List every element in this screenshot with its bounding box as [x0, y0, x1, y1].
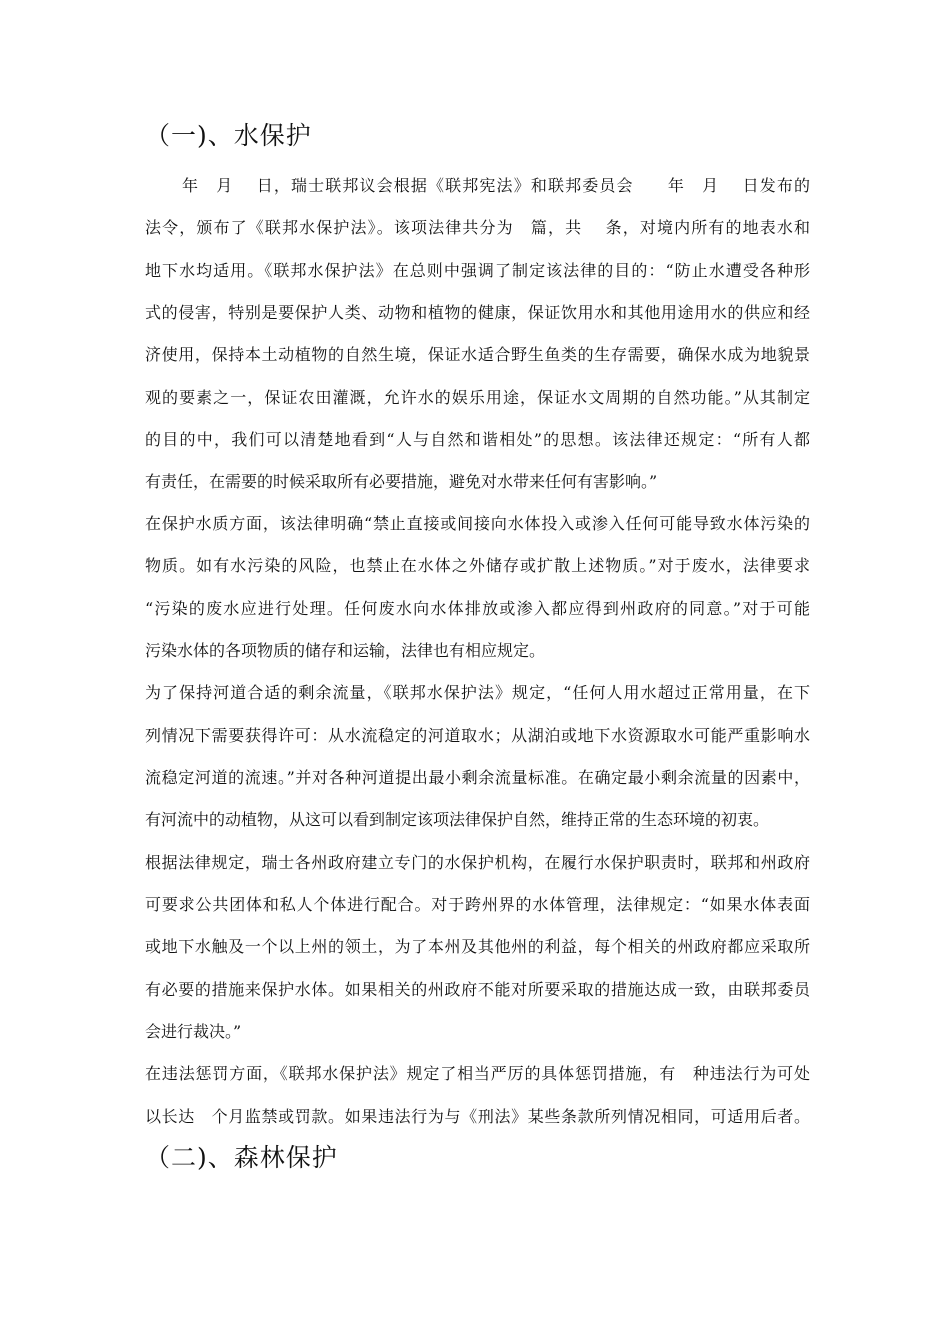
- text-line: 根据法律规定，瑞士各州政府建立专门的水保护机构，在履行水保护职责时，联邦和州政府: [145, 853, 810, 872]
- text-line: 流稳定河道的流速。”并对各种河道提出最小剩余流量标准。在确定最小剩余流量的因素中，: [145, 768, 810, 787]
- text-line: 以长达 个月监禁或罚款。如果违法行为与《刑法》某些条款所列情况相同，可适用后者。: [145, 1107, 810, 1126]
- text-line: 式的侵害，特别是要保护人类、动物和植物的健康，保证饮用水和其他用途用水的供应和经: [145, 303, 810, 322]
- text-line: 在违法惩罚方面，《联邦水保护法》规定了相当严厉的具体惩罚措施，有 种违法行为可处: [145, 1064, 810, 1083]
- text-line: 的目的中，我们可以清楚地看到“人与自然和谐相处”的思想。该法律还规定：“所有人都: [145, 430, 810, 449]
- text-line: 为了保持河道合适的剩余流量，《联邦水保护法》规定，“任何人用水超过正常用量，在下: [145, 683, 810, 702]
- text-line: 年 月 日，瑞士联邦议会根据《联邦宪法》和联邦委员会 年 月 日发布的: [182, 176, 810, 195]
- text-line: 在保护水质方面，该法律明确“禁止直接或间接向水体投入或渗入任何可能导致水体污染的: [145, 514, 810, 533]
- text-line: 或地下水触及一个以上州的领土，为了本州及其他州的利益，每个相关的州政府都应采取所: [145, 937, 810, 956]
- text-line: “污染的废水应进行处理。任何废水向水体排放或渗入都应得到州政府的同意。”对于可能: [145, 599, 810, 618]
- text-line: 可要求公共团体和私人个体进行配合。对于跨州界的水体管理，法律规定：“如果水体表面: [145, 895, 810, 914]
- text-line: 观的要素之一，保证农田灌溉，允许水的娱乐用途，保证水文周期的自然功能。”从其制定: [145, 388, 810, 407]
- text-line: 有必要的措施来保护水体。如果相关的州政府不能对所要采取的措施达成一致，由联邦委员: [145, 980, 810, 999]
- text-line: 地下水均适用。《联邦水保护法》在总则中强调了制定该法律的目的：“防止水遭受各种形: [145, 261, 810, 280]
- text-line: 会进行裁决。”: [145, 1022, 242, 1041]
- text-line: 污染水体的各项物质的储存和运输，法律也有相应规定。: [145, 641, 546, 660]
- section-heading-forest-protection: （二)、森林保护: [145, 1143, 338, 1172]
- text-line: 有河流中的动植物，从这可以看到制定该项法律保护自然，维持正常的生态环境的初衷。: [145, 810, 770, 829]
- text-line: 物质。如有水污染的风险，也禁止在水体之外储存或扩散上述物质。”对于废水，法律要求: [145, 556, 810, 575]
- section-heading-water-protection: （一)、水保护: [145, 121, 312, 150]
- text-line: 列情况下需要获得许可：从水流稳定的河道取水；从湖泊或地下水资源取水可能严重影响水: [145, 726, 810, 745]
- text-line: 有责任，在需要的时候采取所有必要措施，避免对水带来任何有害影响。”: [145, 472, 658, 491]
- text-line: 济使用，保持本土动植物的自然生境，保证水适合野生鱼类的生存需要，确保水成为地貌景: [145, 345, 810, 364]
- text-line: 法令，颁布了《联邦水保护法》。该项法律共分为 篇，共 条，对境内所有的地表水和: [145, 218, 810, 237]
